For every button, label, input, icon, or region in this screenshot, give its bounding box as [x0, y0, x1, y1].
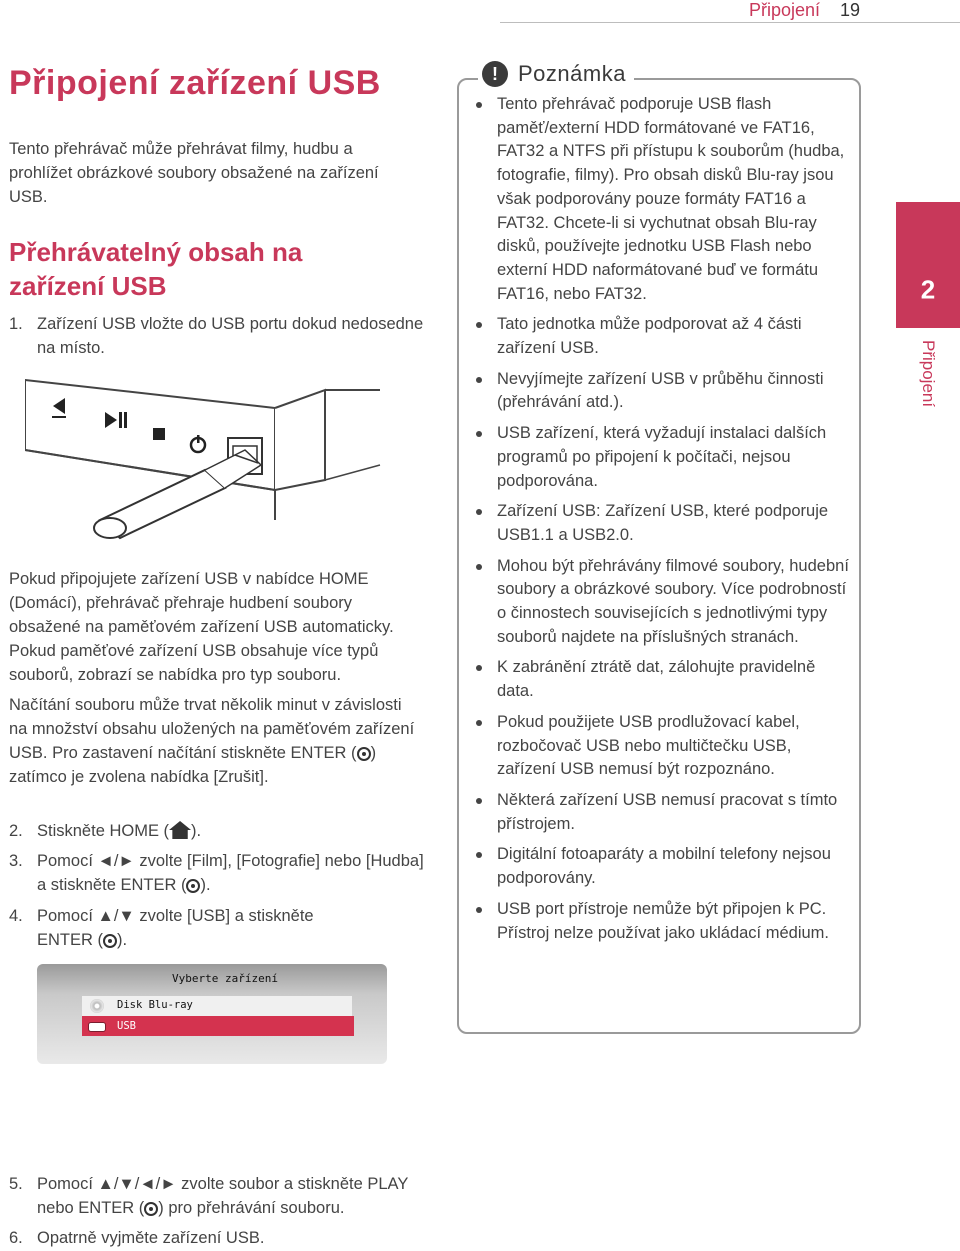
- step-number: 6.: [9, 1229, 23, 1247]
- chapter-number: 2: [920, 274, 936, 305]
- step-text: Zařízení USB vložte do USB portu dokud nedosedne na místo.: [37, 315, 424, 357]
- note-item: Mohou být přehrávány filmové soubory, hudební soubory a obrázkové soubory. Více podrobností o činnostech souvisejících s jednotlivými typy souborů najdete na příslušných stranách.: [474, 555, 852, 650]
- enter-circle-icon: [144, 1202, 158, 1216]
- note-item: Některá zařízení USB nemusí pracovat s tímto přístrojem.: [474, 789, 852, 836]
- step-5: [9, 1172, 429, 1222]
- step-2: [9, 819, 429, 845]
- intro-paragraph: Tento přehrávač může přehrávat filmy, hudbu a prohlížet obrázkové soubory obsažené na zařízení USB.: [9, 140, 379, 206]
- usb-icon: [88, 1022, 106, 1032]
- step-number: 2.: [9, 822, 23, 840]
- home-paragraph: Pokud připojujete zařízení USB v nabídce HOME (Domácí), přehrávač přehraje hudbení soubory obsažené na paměťovém zařízení USB automaticky. Pokud paměťové zařízení USB obsahuje více typů souborů, zobrazí se nabídka pro typ souboru.: [9, 570, 394, 684]
- note-item: Tato jednotka může podporovat až 4 části zařízení USB.: [474, 313, 852, 360]
- note-item: Nevyjímejte zařízení USB v průběhu činnosti (přehrávání atd.).: [474, 368, 852, 415]
- step-number: 1.: [9, 315, 23, 333]
- step-6: [9, 1226, 429, 1250]
- exclamation-icon: !: [482, 61, 508, 87]
- menu-title: Vyberte zařízení: [172, 972, 278, 985]
- note-item: Zařízení USB: Zařízení USB, které podporuje USB1.1 a USB2.0.: [474, 500, 852, 547]
- header-rule: [500, 22, 960, 23]
- home-icon: [169, 821, 191, 839]
- menu-item-usb[interactable]: [82, 1016, 354, 1036]
- note-item: K zabránění ztrátě dat, zálohujte pravidelně data.: [474, 656, 852, 703]
- page-number: 19: [840, 0, 861, 20]
- step-text: Opatrně vyjměte zařízení USB.: [37, 1229, 265, 1247]
- loading-paragraph: [9, 693, 419, 789]
- usb-insertion-illustration: [25, 370, 385, 540]
- note-item: USB port přístroje nemůže být připojen k PC. Přístroj nelze používat jako ukládací médium.: [474, 898, 852, 945]
- enter-circle-icon: [186, 879, 200, 893]
- running-header: [0, 0, 960, 26]
- enter-circle-icon: [357, 747, 371, 761]
- menu-item-label: USB: [117, 1020, 136, 1032]
- loading-text-a: Načítání souboru může trvat několik minut v závislosti na množství obsahu uložených na paměťovém zařízení USB. Pro zastavení načítání stiskněte ENTER (: [9, 696, 415, 762]
- note-list: [474, 93, 852, 952]
- step-4: [9, 904, 429, 954]
- step-text: Pomocí ▲/▼/◄/► zvolte soubor a stiskněte PLAY nebo ENTER ( ) pro přehrávání souboru.: [37, 1175, 409, 1217]
- note-title: Poznámka: [518, 61, 626, 86]
- device-select-menu: [37, 964, 387, 1064]
- page-title: Připojení zařízení USB: [9, 64, 381, 102]
- chapter-label: [896, 340, 960, 430]
- step-number: 3.: [9, 852, 23, 870]
- chapter-label-text: Připojení: [919, 340, 938, 408]
- step-text: Stiskněte HOME ( ).: [37, 822, 202, 840]
- step-1: [9, 312, 429, 362]
- section-heading: Přehrávatelný obsah na zařízení USB: [9, 237, 303, 301]
- step-text: Pomocí ◄/► zvolte [Film], [Fotografie] nebo [Hudba] a stiskněte ENTER ( ).: [37, 852, 424, 894]
- stop-icon: [153, 428, 165, 440]
- note-item: Pokud použijete USB prodlužovací kabel, rozbočovač USB nebo multičtečku USB, zařízení USB nemusí být rozpoznáno.: [474, 711, 852, 782]
- menu-item-bluray[interactable]: [82, 996, 352, 1016]
- disc-icon: [90, 999, 104, 1013]
- note-item: Tento přehrávač podporuje USB flash paměť/externí HDD formátované ve FAT16, FAT32 a NTFS při přístupu k souborům (hudba, fotografie, filmy). Pro obsah disků Blu-ray jsou však podporovány pouze formáty FAT16 a FAT32. Chcete-li si vychutnat obsah Blu-ray disků, používejte jednotku USB Flash nebo externí HDD naformátované buď ve formátu FAT16, nebo FAT32.: [474, 93, 852, 306]
- step-3: [9, 849, 429, 899]
- enter-circle-icon: [103, 934, 117, 948]
- step-text: Pomocí ▲/▼ zvolte [USB] a stiskněte ENTER ( ).: [37, 907, 314, 949]
- note-item: USB zařízení, která vyžadují instalaci dalších programů po připojení k počítači, nejsou podporována.: [474, 422, 852, 493]
- header-section: Připojení: [748, 0, 820, 20]
- chapter-tab: [896, 202, 960, 328]
- menu-item-label: Disk Blu-ray: [117, 999, 193, 1011]
- note-header: [478, 58, 634, 90]
- step-number: 5.: [9, 1175, 23, 1193]
- step-number: 4.: [9, 907, 23, 925]
- note-item: Digitální fotoaparáty a mobilní telefony nejsou podporovány.: [474, 843, 852, 890]
- loading-text-b: ) zatímco je zvolena nabídka [Zrušit].: [9, 744, 377, 786]
